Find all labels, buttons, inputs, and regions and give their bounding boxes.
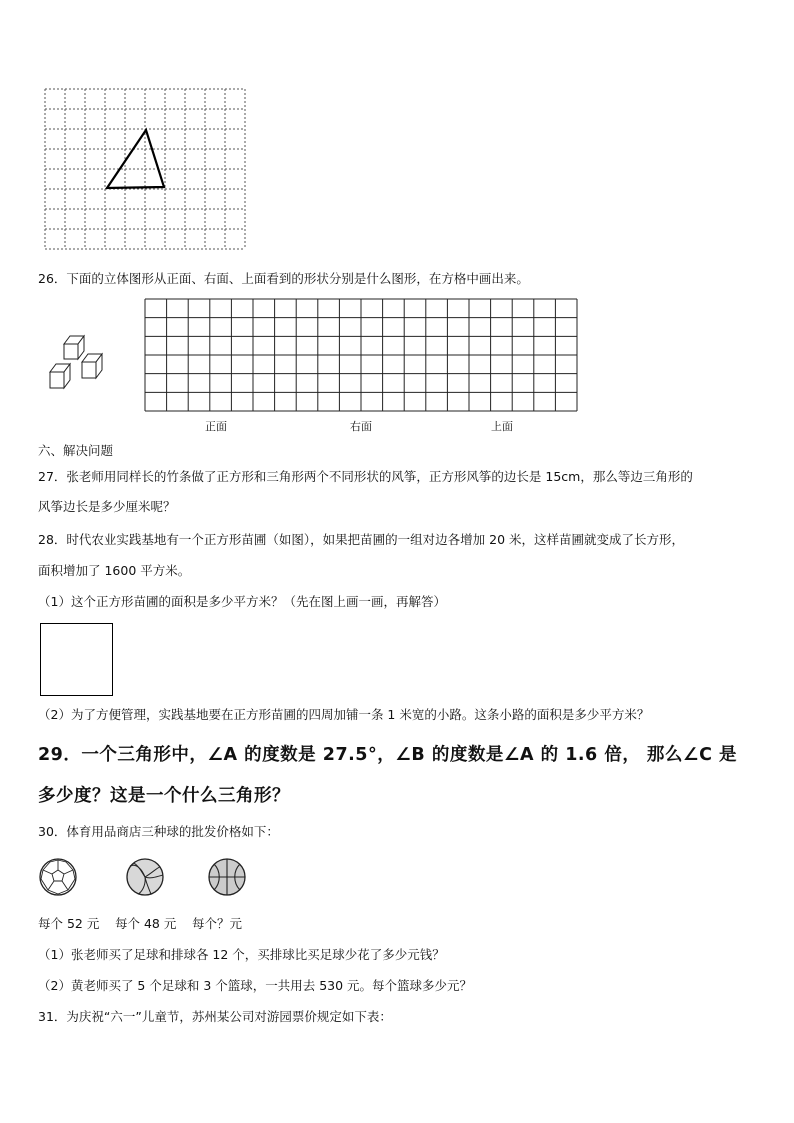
basketball-icon <box>206 857 248 897</box>
cube-solid-figure <box>46 332 114 392</box>
question-27-line-2: 风筝边长是多少厘米呢？ <box>38 499 176 514</box>
question-30-intro: 30．体育用品商店三种球的批发价格如下： <box>38 824 279 839</box>
question-27-line-1: 27．张老师用同样长的竹条做了正方形和三角形两个不同形状的风筝，正方形风筝的边长是 15cm，那么等边三角形的 <box>38 469 693 484</box>
question-28-line-1: 28．时代农业实践基地有一个正方形苗圃（如图），如果把苗圃的一组对边各增加 20 米，这样苗圃就变成了长方形， <box>38 532 685 547</box>
triangle-shape <box>107 130 164 188</box>
question-26-text: 26．下面的立体图形从正面、右面、上面看到的形状分别是什么图形，在方格中画出来。 <box>38 271 529 286</box>
question-28-sub-1: （1）这个正方形苗圃的面积是多少平方米？（先在图上画一画，再解答） <box>38 594 446 609</box>
view-label-top: 上面 <box>491 420 513 433</box>
view-label-right: 右面 <box>350 420 372 433</box>
question-28-line-2: 面积增加了 1600 平方米。 <box>38 563 191 578</box>
answer-grid <box>144 298 578 412</box>
soccer-ball-icon <box>38 857 78 897</box>
volleyball-icon <box>124 857 166 897</box>
view-label-front: 正面 <box>205 420 227 433</box>
question-28-sub-2: （2）为了方便管理，实践基地要在正方形苗圃的四周加铺一条 1 米宽的小路。这条小路的面积是多少平方米？ <box>38 707 650 722</box>
question-30-sub-1: （1）张老师买了足球和排球各 12 个，买排球比买足球少花了多少元钱？ <box>38 947 445 962</box>
triangle-grid-figure <box>44 88 246 250</box>
question-29-line-1: 29．一个三角形中，∠A 的度数是 27.5°，∠B 的度数是∠A 的 1.6 倍， 那么∠C 是 <box>38 745 738 765</box>
section-title: 六、解决问题 <box>38 443 114 458</box>
price-volleyball: 每个 48 元 <box>115 916 177 931</box>
square-nursery-figure <box>40 623 113 696</box>
question-29-line-2: 多少度？这是一个什么三角形？ <box>38 786 290 806</box>
question-30-sub-2: （2）黄老师买了 5 个足球和 3 个篮球，一共用去 530 元。每个篮球多少元？ <box>38 978 473 993</box>
question-31-text: 31．为庆祝“六一”儿童节，苏州某公司对游园票价规定如下表： <box>38 1009 392 1024</box>
price-basketball: 每个？元 <box>192 916 243 931</box>
price-soccer-ball: 每个 52 元 <box>38 916 100 931</box>
